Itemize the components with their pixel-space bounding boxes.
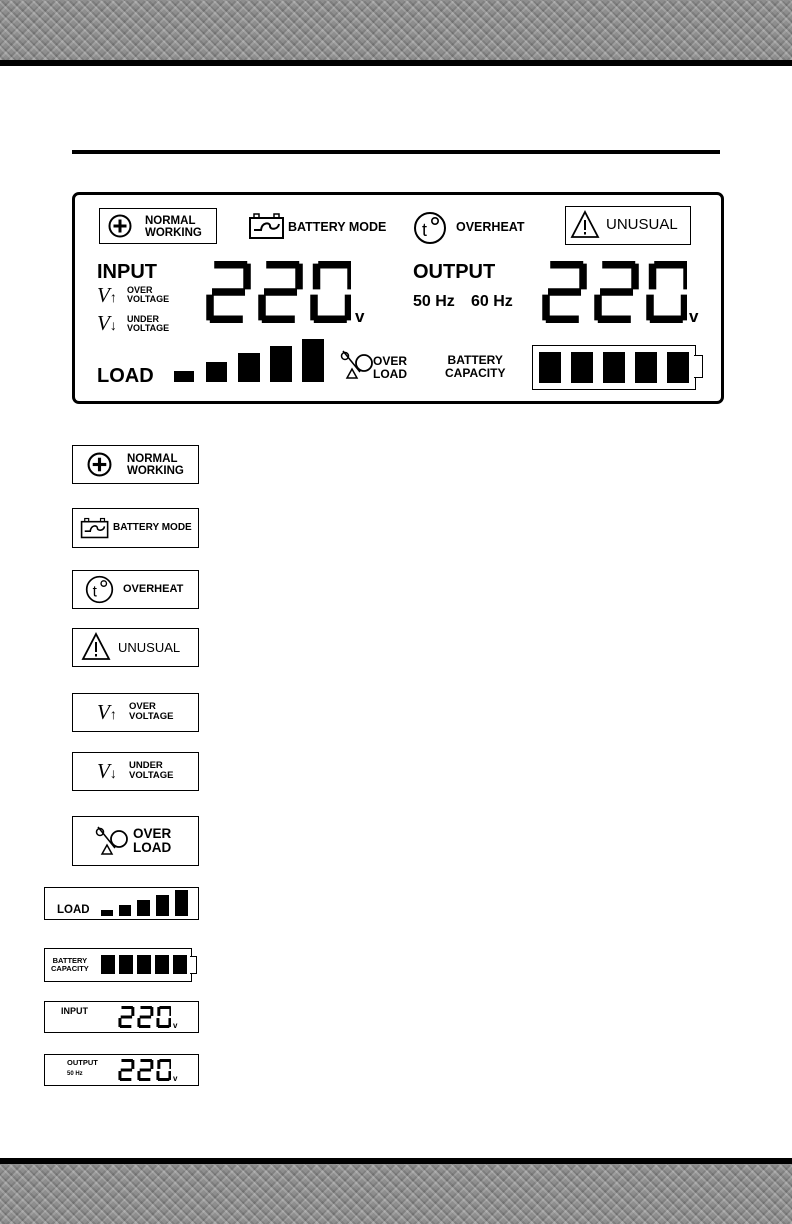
plus-circle-icon [108,214,132,238]
digit-segment [140,1006,151,1009]
legend-working-label: WORKING [127,465,184,478]
plus-circle-icon [87,452,112,477]
legend-output-unit: v [173,1074,178,1083]
capacity-label: CAPACITY [445,365,506,380]
legend-load [44,887,199,920]
warning-icon [81,632,111,662]
legend-unusual [72,628,199,667]
digit-segment [683,264,687,290]
digit-segment [598,316,631,324]
input-volt-unit: v [355,307,365,326]
unusual-indicator [565,206,691,245]
digit-segment [600,288,633,296]
battery-cell [119,955,133,974]
digit-segment [121,1016,132,1019]
digit-segment [264,288,297,296]
legend-input-reading [44,1001,199,1033]
legend-over-voltage-label: VOLTAGE [129,710,174,722]
lcd-panel [72,192,724,404]
legend-normal-label: NORMAL [127,453,178,465]
legend-overload [72,816,199,866]
under-voltage-symbol: V↓ [97,759,117,783]
load-bar [174,371,194,382]
hz50-label: 50 Hz [413,293,455,310]
legend-overload-load-label: LOAD [133,840,172,856]
battery-cell [571,352,593,383]
digit-segment [120,1078,131,1081]
digit-segment [646,295,654,321]
legend-output-reading [44,1054,199,1086]
battery-cell [137,955,151,974]
digit-segment [158,1025,169,1028]
digit-segment [243,264,251,290]
legend-input-display [118,1006,173,1028]
digit-segment [158,1078,169,1081]
normal-working-indicator [99,208,217,244]
digit-segment [210,316,243,324]
hz60-label: 60 Hz [471,293,513,310]
battery-label: BATTERY [447,353,503,367]
overload-over-label: OVER [373,354,408,368]
digit-segment [121,1006,132,1009]
digit-segment [150,1060,153,1069]
digit-segment [212,288,245,296]
load-bar [238,353,260,382]
digit-segment [314,316,347,324]
input-voltage-display [205,261,355,323]
seven-segment-digits [541,261,687,323]
digit-segment [140,1016,151,1019]
digit-segment [140,1059,151,1062]
digit-segment [120,1025,131,1028]
legend-under-voltage-label: VOLTAGE [129,769,174,781]
battery-icon [248,212,286,240]
legend-over-label: OVER [129,701,156,712]
battery-terminal [190,956,197,974]
legend-capacity-label: CAPACITY [51,963,89,973]
digit-segment [631,264,639,290]
unusual-label: UNUSUAL [606,216,678,233]
battery-terminal [694,355,703,378]
legend-output-label: OUTPUT [67,1058,98,1067]
input-label: INPUT [97,261,157,283]
over-voltage-symbol: V↑ [97,700,117,724]
legend-input-label: INPUT [61,1006,88,1016]
digit-segment [318,261,351,269]
digit-segment [654,261,687,269]
digit-segment [139,1025,150,1028]
output-voltage-display [541,261,691,323]
top-decorative-band [0,0,792,60]
legend-overheat-label: OVERHEAT [123,583,184,595]
legend-under-label: UNDER [129,760,163,771]
digit-segment [310,295,318,321]
digit-segment [156,1018,159,1027]
warning-icon [570,210,600,240]
under-voltage-label: VOLTAGE [127,323,170,334]
battery-capacity-meter [532,345,696,390]
battery-cell [173,955,187,974]
digit-segment [156,1071,159,1080]
battery-cell [603,352,625,383]
digit-segment [347,264,351,290]
working-label: WORKING [145,227,202,240]
digit-segment [266,261,299,269]
digit-segment [139,1078,150,1081]
overload-icon [95,826,129,856]
digit-segment [602,261,635,269]
legend-under-voltage [72,752,199,791]
battery-cell [539,352,561,383]
digit-segment [649,264,657,290]
digit-segment [150,1007,153,1016]
load-bar [137,900,150,916]
digit-segment [131,1007,134,1016]
legend-battery-mode-label: BATTERY MODE [113,522,192,533]
legend-battery-capacity [44,948,192,982]
digit-segment [121,1069,132,1072]
section-rule [72,150,720,154]
legend-over-voltage [72,693,199,732]
battery-mode-label: BATTERY MODE [288,220,387,234]
seven-segment-digits [118,1059,171,1081]
battery-cell [635,352,657,383]
digit-segment [650,316,683,324]
seven-segment-digits [205,261,351,323]
digit-segment [262,316,295,324]
over-label: OVER [127,285,153,295]
overload-load-label: LOAD [373,366,407,381]
digit-segment [140,1069,151,1072]
bottom-decorative-band [0,1164,792,1224]
legend-output-display [118,1059,173,1081]
load-bar [101,910,113,916]
legend-normal-working [72,445,199,484]
seven-segment-digits [118,1006,171,1028]
svg-text:t: t [422,220,428,240]
legend-overload-over-label: OVER [133,826,172,841]
digit-segment [550,261,583,269]
under-label: UNDER [127,314,160,324]
under-voltage-symbol: V↓ [97,311,117,335]
svg-text:t: t [92,583,97,601]
legend-battery-mode [72,508,199,548]
over-voltage-label: VOLTAGE [127,294,170,305]
output-volt-unit: v [689,307,699,326]
digit-segment [159,1006,170,1009]
digit-segment [169,1060,171,1069]
load-bar [270,346,292,382]
load-bar [156,895,169,916]
load-bar [119,905,131,916]
digit-segment [214,261,247,269]
legend-output-hz: 50 Hz [67,1071,83,1077]
load-label: LOAD [97,365,154,387]
legend-input-unit: v [173,1021,178,1030]
digit-segment [313,264,321,290]
thermometer-icon [413,211,447,245]
battery-cell [667,352,689,383]
digit-segment [169,1007,171,1016]
overheat-label: OVERHEAT [456,220,525,234]
over-voltage-symbol: V↑ [97,283,117,307]
output-label: OUTPUT [413,261,496,283]
digit-segment [157,1007,160,1016]
overload-icon [340,350,374,380]
battery-cell [101,955,115,974]
digit-segment [159,1059,170,1062]
digit-segment [157,1060,160,1069]
battery-cell [155,955,169,974]
legend-load-label: LOAD [57,904,90,916]
legend-overheat [72,570,199,609]
legend-battery-label: BATTERY [52,956,88,965]
load-bar [302,339,324,382]
load-bar [206,362,227,382]
digit-segment [546,316,579,324]
digit-segment [121,1059,132,1062]
legend-unusual-label: UNUSUAL [118,640,181,655]
digit-segment [548,288,581,296]
battery-icon [80,516,110,540]
normal-label: NORMAL [145,215,196,227]
digit-segment [295,264,303,290]
load-bar [175,890,188,916]
digit-segment [131,1060,134,1069]
digit-segment [579,264,587,290]
thermometer-icon [85,575,114,604]
